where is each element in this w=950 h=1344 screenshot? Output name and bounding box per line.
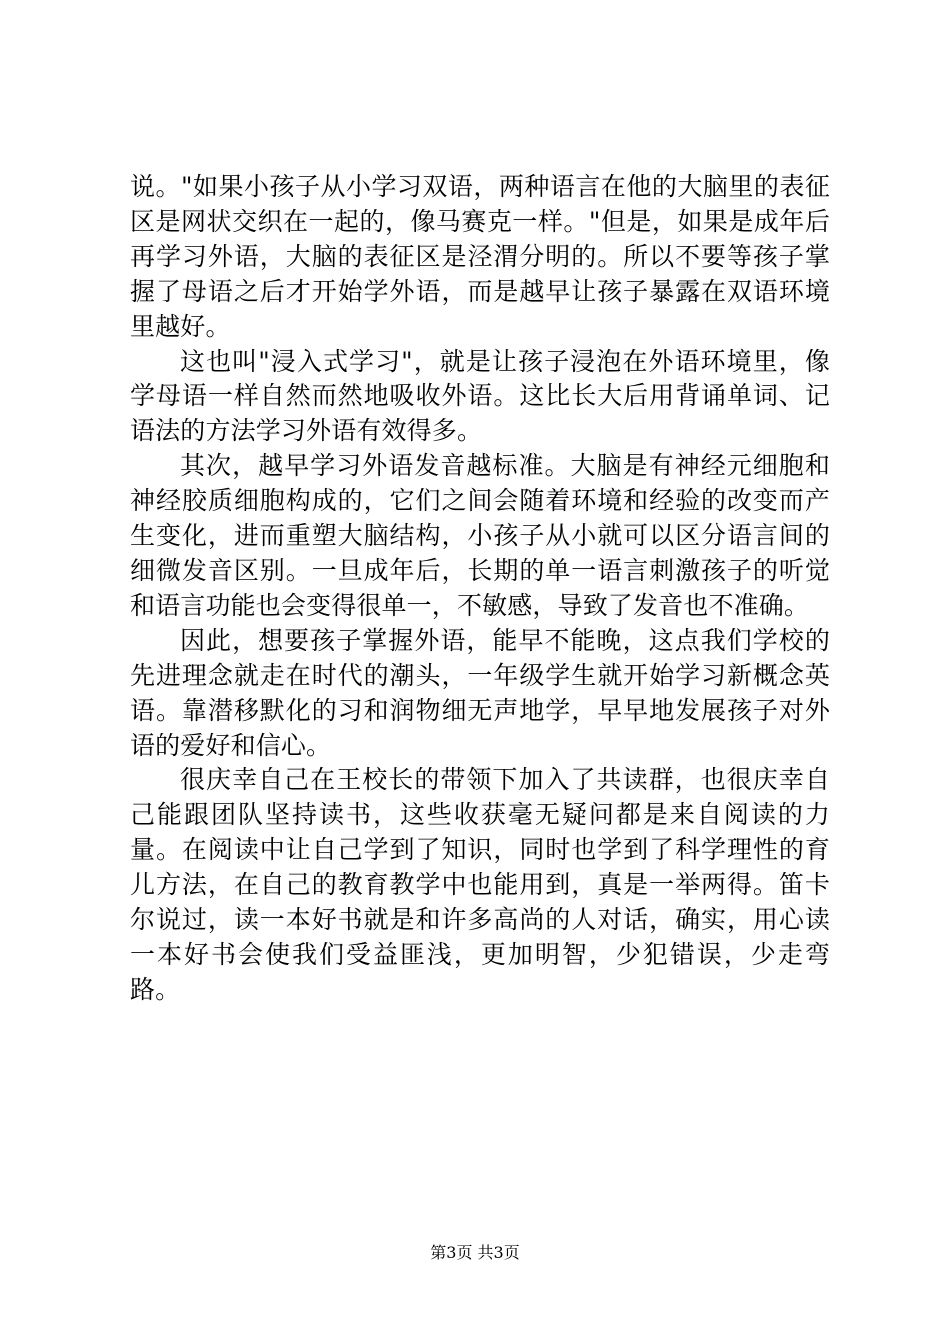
document-body <box>130 170 830 1008</box>
paragraph-pronunciation: 其次，越早学习外语发音越标准。大脑是有神经元细胞和神经胶质细胞构成的，它们之间会随着环境和经验的改变而产生变化，进而重塑大脑结构，小孩子从小就可以区分语言间的细微发音区别。一旦成年后，长期的单一语言刺激孩子的听觉和语言功能也会变得很单一，不敏感，导致了发音也不准确。 <box>130 451 830 620</box>
paragraph-school-concept: 因此，想要孩子掌握外语，能早不能晚，这点我们学校的先进理念就走在时代的潮头，一年级学生就开始学习新概念英语。靠潜移默化的习和润物细无声地学，早早地发展孩子对外语的爱好和信心。 <box>130 625 830 760</box>
page-number-footer: 第3页 共3页 <box>430 1243 520 1262</box>
paragraph-continuation: 说。"如果小孩子从小学习双语，两种语言在他的大脑里的表征区是网状交织在一起的，像马赛克一样。"但是，如果是成年后再学习外语，大脑的表征区是泾渭分明的。所以不要等孩子掌握了母语之后才开始学外语，而是越早让孩子暴露在双语环境里越好。 <box>130 172 830 341</box>
paragraph-immersion-learning: 这也叫"浸入式学习"，就是让孩子浸泡在外语环境里，像学母语一样自然而然地吸收外语。这比长大后用背诵单词、记语法的方法学习外语有效得多。 <box>130 346 830 446</box>
paragraph-reading-group: 很庆幸自己在王校长的带领下加入了共读群，也很庆幸自己能跟团队坚持读书，这些收获毫无疑问都是来自阅读的力量。在阅读中让自己学到了知识，同时也学到了科学理性的育儿方法，在自己的教育教学中也能用到，真是一举两得。笛卡尔说过，读一本好书就是和许多高尚的人对话，确实，用心读一本好书会使我们受益匪浅，更加明智，少犯错误，少走弯路。 <box>130 765 830 1004</box>
